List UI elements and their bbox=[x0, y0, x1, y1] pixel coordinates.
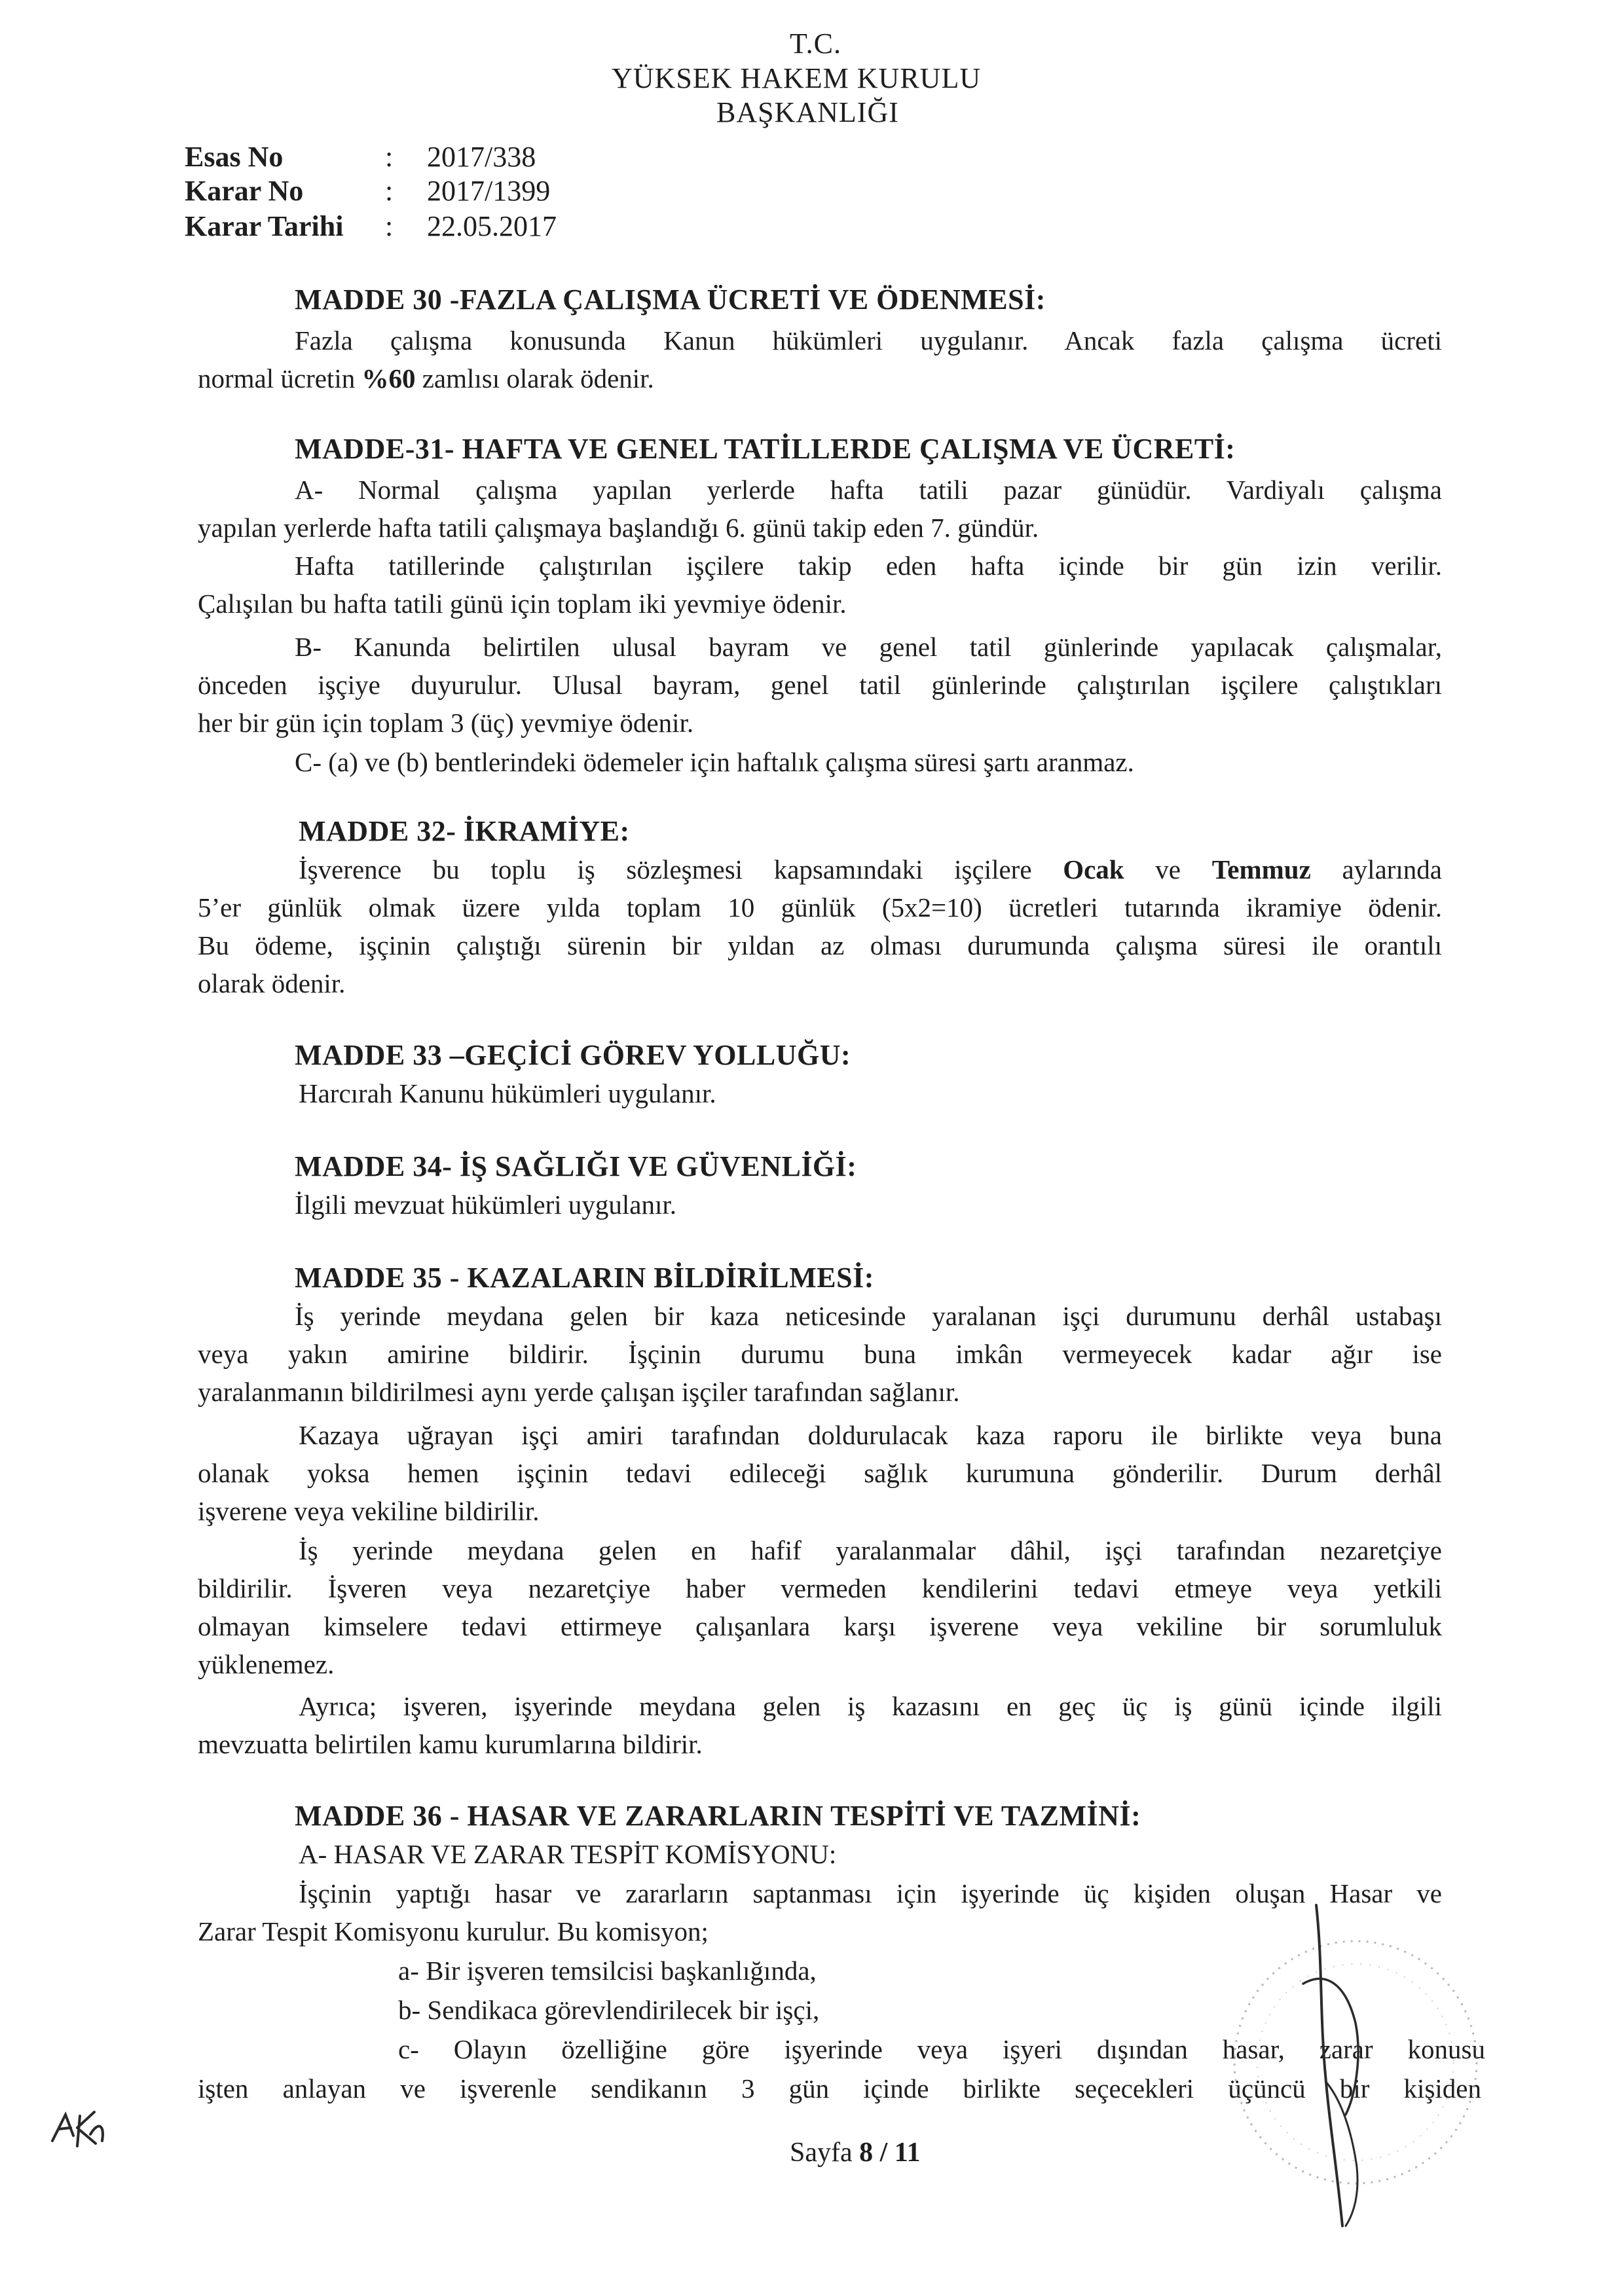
article-31-line: her bir gün için toplam 3 (üç) yevmiye ödenir. bbox=[198, 708, 694, 738]
article-36-line: İşçinin yaptığı hasar ve zararların saptanması için işyerinde üç kişiden oluşan Hasar ve bbox=[299, 1878, 1442, 1908]
article-36-item-b: b- Sendikaca görevlendirilecek bir işçi, bbox=[398, 1995, 820, 2025]
article-33-title: MADDE 33 –GEÇİCİ GÖREV YOLLUĞU: bbox=[295, 1039, 851, 1071]
article-30-title: MADDE 30 -FAZLA ÇALIŞMA ÜCRETİ VE ÖDENMESİ: bbox=[295, 283, 1046, 316]
karar-label: Karar No bbox=[185, 175, 304, 207]
tarih-label: Karar Tarihi bbox=[185, 210, 344, 242]
page-count: 8 / 11 bbox=[859, 2138, 921, 2168]
esas-label: Esas No bbox=[185, 141, 284, 173]
tarih-sep: : bbox=[385, 210, 394, 242]
article-31-line: yapılan yerlerde hafta tatili çalışmaya başlandığı 6. günü takip eden 7. gündür. bbox=[198, 513, 1039, 543]
article-36-title: MADDE 36 - HASAR VE ZARARLARIN TESPİTİ VE TAZMİNİ: bbox=[295, 1800, 1141, 1832]
article-35-line: İş yerinde meydana gelen en hafif yaralanmalar dâhil, işçi tarafından nezaretçiye bbox=[299, 1535, 1442, 1565]
esas-sep: : bbox=[385, 141, 394, 173]
article-36-item-a: a- Bir işveren temsilcisi başkanlığında, bbox=[398, 1956, 817, 1986]
article-35-line: olanak yoksa hemen işçinin tedavi edileceği sağlık kurumuna gönderilir. Durum derhâl bbox=[198, 1458, 1442, 1488]
header-tc: T.C. bbox=[790, 27, 841, 60]
article-36-line: işten anlayan ve işverenle sendikanın 3 gün içinde birlikte seçecekleri üçüncü bir kişiden bbox=[198, 2073, 1481, 2104]
article-32-line bbox=[299, 850, 1442, 889]
article-32-month-ocak: Ocak bbox=[1063, 854, 1124, 884]
article-32-text: ve bbox=[1124, 854, 1212, 884]
article-35-line: İş yerinde meydana gelen bir kaza neticesinde yaralanan işçi durumunu derhâl ustabaşı bbox=[295, 1301, 1442, 1331]
article-31-title: MADDE-31- HAFTA VE GENEL TATİLLERDE ÇALIŞMA VE ÜCRETİ: bbox=[295, 433, 1236, 465]
article-35-line: Ayrıca; işveren, işyerinde meydana gelen iş kazasını en geç üç iş günü içinde ilgili bbox=[299, 1691, 1442, 1721]
article-32-line: Bu ödeme, işçinin çalıştığı sürenin bir yıldan az olması durumunda çalışma süresi ile orantılı bbox=[198, 930, 1442, 960]
article-35-title: MADDE 35 - KAZALARIN BİLDİRİLMESİ: bbox=[295, 1262, 874, 1294]
article-31-line: C- (a) ve (b) bentlerindeki ödemeler için haftalık çalışma süresi şartı aranmaz. bbox=[295, 747, 1134, 777]
article-35-line: yüklenemez. bbox=[198, 1649, 335, 1679]
tarih-value: 22.05.2017 bbox=[427, 210, 557, 242]
esas-value: 2017/338 bbox=[427, 141, 536, 173]
article-36-line: Zarar Tespit Komisyonu kurulur. Bu komisyon; bbox=[198, 1916, 709, 1946]
article-31-line: Hafta tatillerinde çalıştırılan işçilere takip eden hafta içinde bir gün izin verilir. bbox=[295, 551, 1442, 581]
article-35-line: olmayan kimselere tedavi ettirmeye çalışanlara karşı işverene veya vekiline bir sorumluluk bbox=[198, 1611, 1442, 1641]
article-30-line: Fazla çalışma konusunda Kanun hükümleri uygulanır. Ancak fazla çalışma ücreti bbox=[295, 325, 1442, 355]
article-35-line: bildirilir. İşveren veya nezaretçiye haber vermeden kendilerini tedavi etmeye veya yetkili bbox=[198, 1573, 1442, 1603]
article-33-line: Harcırah Kanunu hükümleri uygulanır. bbox=[299, 1078, 716, 1108]
article-32-month-temmuz: Temmuz bbox=[1211, 854, 1311, 884]
article-35-line: yaralanmanın bildirilmesi aynı yerde çalışan işçiler tarafından sağlanır. bbox=[198, 1377, 960, 1407]
article-31-line: B- Kanunda belirtilen ulusal bayram ve genel tatil günlerinde yapılacak çalışmalar, bbox=[295, 632, 1442, 662]
article-32-line: olarak ödenir. bbox=[198, 968, 346, 998]
page-label: Sayfa bbox=[790, 2138, 860, 2168]
article-31-line: önceden işçiye duyurulur. Ulusal bayram, genel tatil günlerinde çalıştırılan işçilere çalıştıkları bbox=[198, 670, 1442, 700]
stamp-signature bbox=[1211, 1886, 1486, 2252]
article-36-item-c: c- Olayın özelliğine göre işyerinde veya işyeri dışından hasar, zarar konusu bbox=[398, 2034, 1485, 2064]
header-institution: YÜKSEK HAKEM KURULU bbox=[612, 62, 982, 94]
karar-value: 2017/1399 bbox=[427, 175, 551, 207]
handwritten-initials bbox=[39, 2095, 118, 2160]
article-35-line: veya yakın amirine bildirir. İşçinin durumu buna imkân vermeyecek kadar ağır ise bbox=[198, 1339, 1442, 1369]
article-35-line: Kazaya uğrayan işçi amiri tarafından doldurulacak kaza raporu ile birlikte veya buna bbox=[299, 1420, 1442, 1450]
article-34-title: MADDE 34- İŞ SAĞLIĞI VE GÜVENLİĞİ: bbox=[295, 1150, 857, 1182]
article-30-percentage: %60 bbox=[361, 363, 416, 393]
header-presidency: BAŞKANLIĞI bbox=[716, 96, 899, 128]
article-32-text: aylarında bbox=[1310, 854, 1443, 884]
article-32-text: İşverence bu toplu iş sözleşmesi kapsamındaki işçilere bbox=[299, 854, 1063, 884]
article-35-line: işverene veya vekiline bildirilir. bbox=[198, 1496, 540, 1526]
article-34-line: İlgili mevzuat hükümleri uygulanır. bbox=[295, 1190, 676, 1220]
page-number bbox=[790, 2133, 921, 2172]
article-32-title: MADDE 32- İKRAMİYE: bbox=[299, 815, 630, 847]
article-30-text: normal ücretin bbox=[198, 363, 362, 393]
article-31-line: Çalışılan bu hafta tatili günü için toplam iki yevmiye ödenir. bbox=[198, 589, 847, 619]
article-36-subtitle: A- HASAR VE ZARAR TESPİT KOMİSYONU: bbox=[299, 1839, 837, 1869]
article-32-line: 5’er günlük olmak üzere yılda toplam 10 günlük (5x2=10) ücretleri tutarında ikramiye ödenir. bbox=[198, 892, 1442, 922]
karar-sep: : bbox=[385, 175, 394, 207]
article-35-line: mevzuatta belirtilen kamu kurumlarına bildirir. bbox=[198, 1729, 703, 1759]
article-31-line: A- Normal çalışma yapılan yerlerde hafta tatili pazar günüdür. Vardiyalı çalışma bbox=[295, 475, 1442, 505]
article-30-text: zamlısı olarak ödenir. bbox=[415, 363, 654, 393]
article-30-line bbox=[198, 359, 654, 398]
